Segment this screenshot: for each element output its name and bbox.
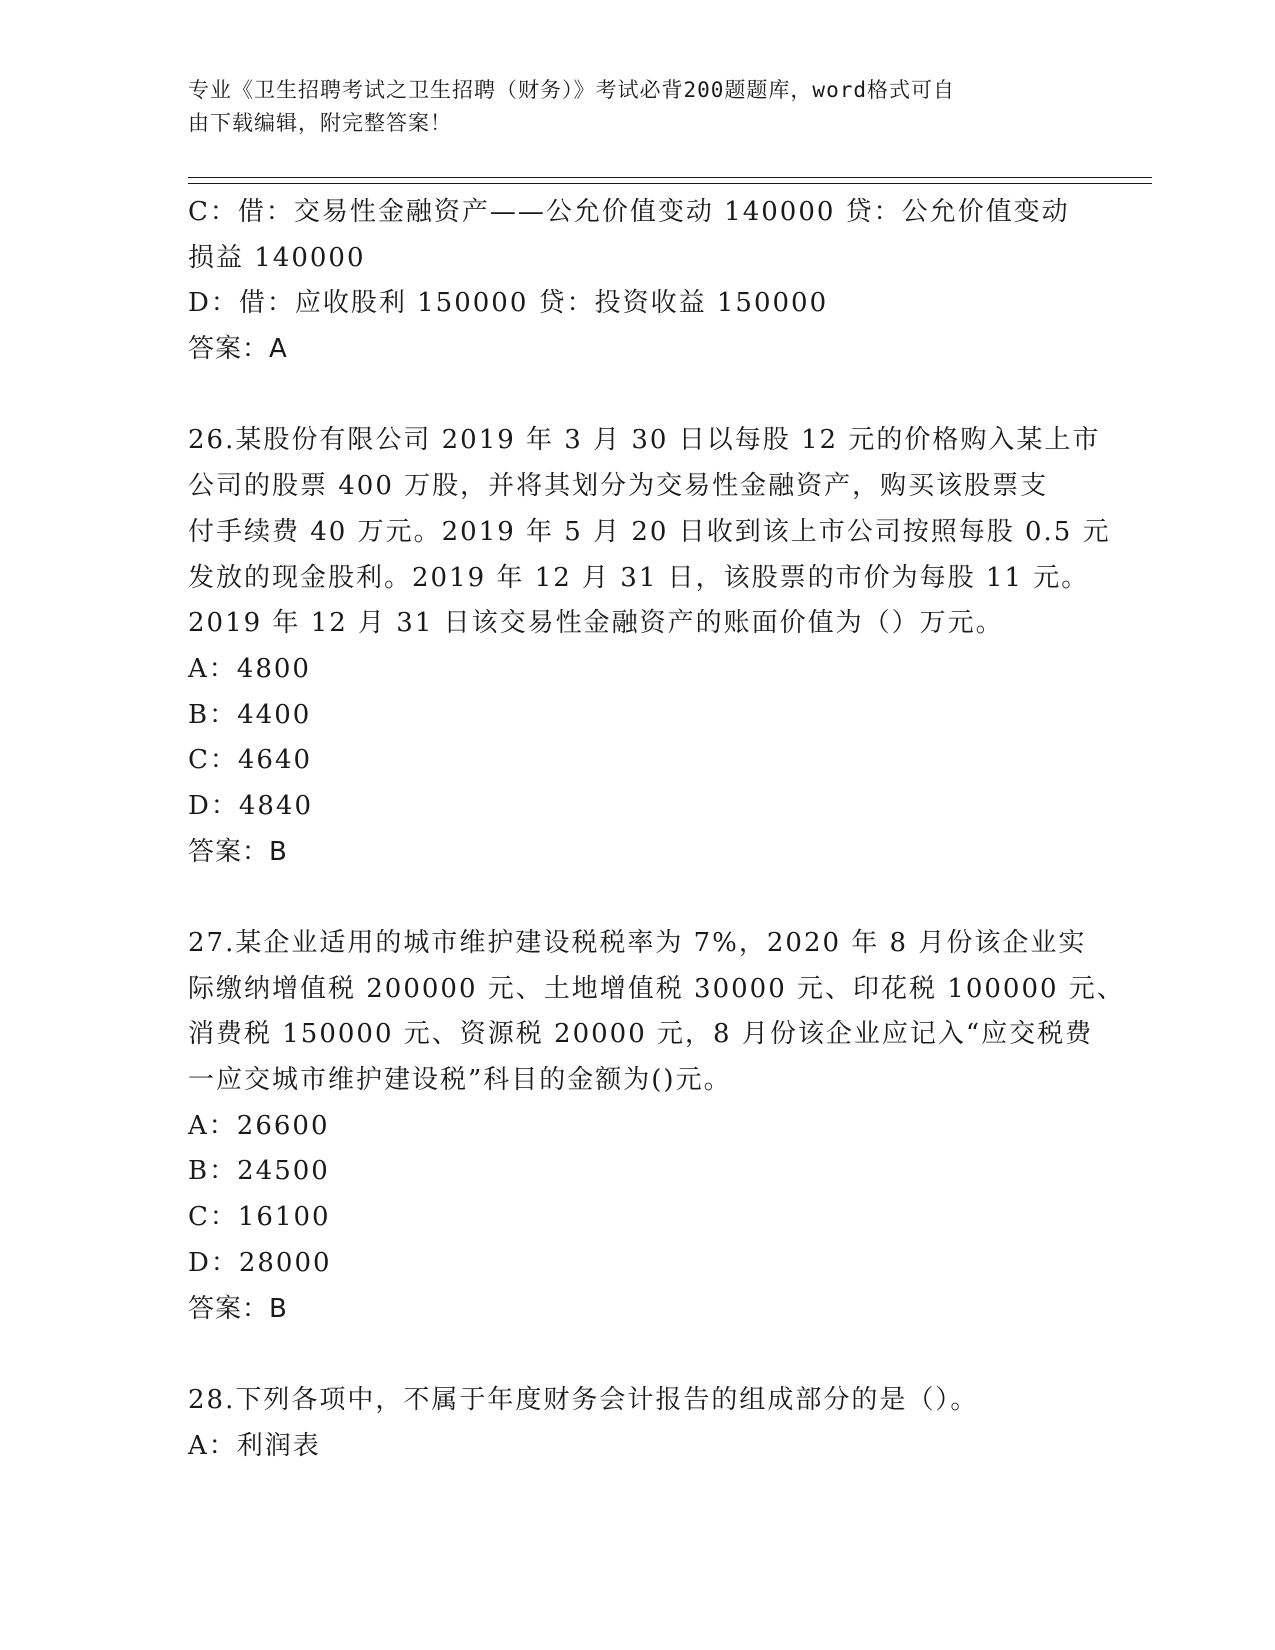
spacer [188,373,1088,419]
question-27 [188,921,1125,1332]
q26-stem-line: 26.某股份有限公司 2019 年 3 月 30 日以每股 12 元的价格购入某上市 [188,425,1101,456]
q26-option-d: D：4840 [188,790,314,821]
q26-option-c: C：4640 [188,745,313,776]
q26-stem-line: 公司的股票 400 万股，并将其划分为交易性金融资产，购买该股票支 [188,471,1049,502]
q27-answer: 答案：B [188,1293,288,1324]
question-25 [188,190,1088,373]
q25-option-d: D：借：应收股利 150000 贷：投资收益 150000 [188,288,829,319]
q27-option-d: D：28000 [188,1247,332,1278]
header-divider-top [188,177,1152,178]
q26-answer: 答案：B [188,836,288,867]
q26-option-a: A：4800 [188,653,311,684]
question-26 [188,418,1111,875]
spacer [188,875,1088,921]
q26-stem-line: 发放的现金股利。2019 年 12 月 31 日，该股票的市价为每股 11 元。 [188,562,1090,593]
q28-stem-line: 28.下列各项中，不属于年度财务会计报告的组成部分的是（）。 [188,1384,979,1415]
q26-stem-line: 付手续费 40 万元。2019 年 5 月 20 日收到该上市公司按照每股 0.5 元 [188,516,1111,547]
q27-option-a: A：26600 [188,1110,330,1141]
document-header [188,74,1068,140]
spacer [188,1332,1088,1378]
q26-option-b: B：4400 [188,699,312,730]
question-28 [188,1378,1088,1469]
q26-stem-line: 2019 年 12 月 31 日该交易性金融资产的账面价值为（）万元。 [188,608,1004,639]
q27-option-b: B：24500 [188,1156,330,1187]
header-line-1: 专业《卫生招聘考试之卫生招聘（财务）》考试必背200题题库，word格式可自 [188,78,955,102]
document-body [188,190,1125,1469]
q25-option-c-line-2: 损益 140000 [188,242,366,273]
q27-option-c: C：16100 [188,1202,331,1233]
q27-stem-line: 27.某企业适用的城市维护建设税税率为 7%，2020 年 8 月份该企业实 [188,928,1087,958]
q27-stem-line: 消费税 150000 元、资源税 20000 元，8 月份该企业应记入“应交税费 [188,1019,1094,1050]
q28-option-a: A：利润表 [188,1430,321,1461]
q27-stem-line: 际缴纳增值税 200000 元、土地增值税 30000 元、印花税 100000 元、 [188,973,1125,1004]
header-line-2: 由下载编辑，附完整答案！ [188,111,452,135]
q27-stem-line: 一应交城市维护建设税”科目的金额为()元。 [188,1065,732,1096]
header-divider-bottom [188,183,1152,184]
q25-option-c-line-1: C：借：交易性金融资产——公允价值变动 140000 贷：公允价值变动 [188,197,1070,227]
q25-answer: 答案：A [188,334,288,365]
